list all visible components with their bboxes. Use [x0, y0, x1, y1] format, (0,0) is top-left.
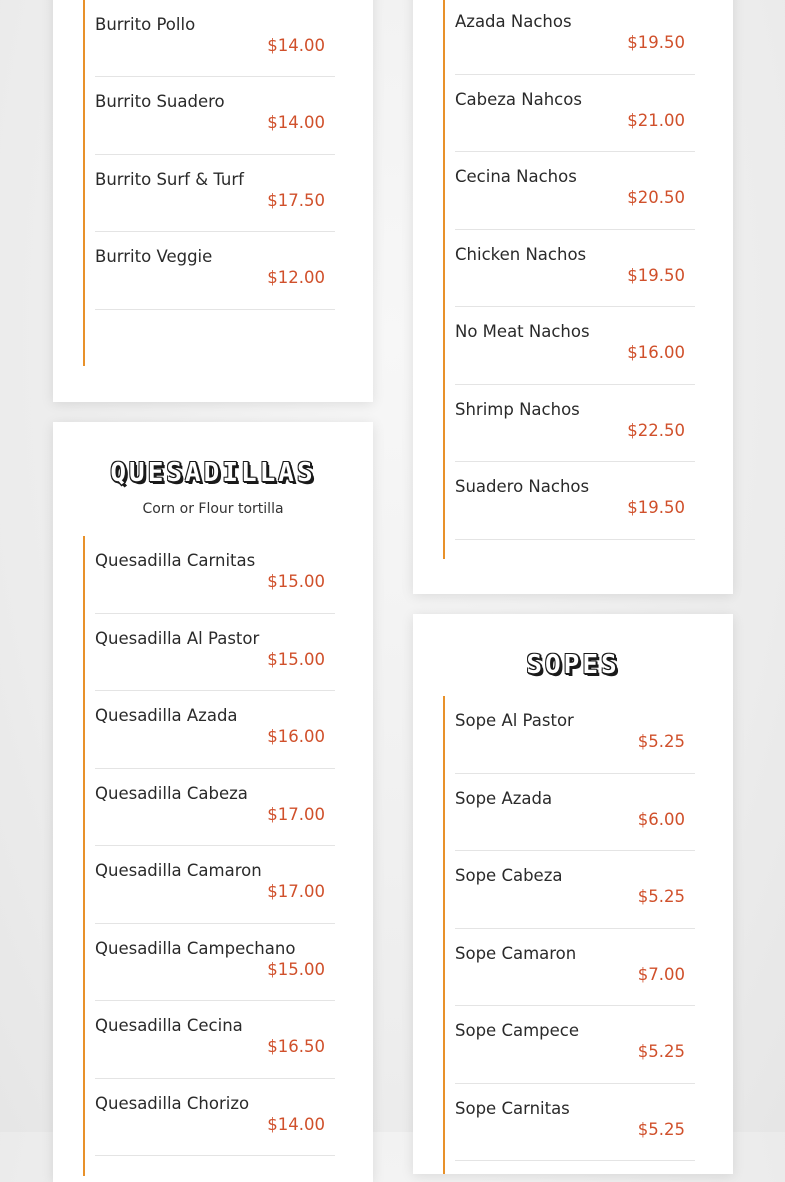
menu-item[interactable] — [455, 696, 695, 774]
menu-item[interactable] — [95, 691, 335, 769]
item-name: Sope Azada — [455, 788, 553, 808]
item-name: Suadero Nachos — [455, 477, 590, 496]
sopes-menu-list — [443, 696, 695, 1174]
item-name: Chicken Nachos — [455, 244, 587, 264]
menu-item[interactable] — [455, 774, 695, 852]
item-name: Burrito Veggie — [95, 247, 213, 266]
item-price: $5.25 — [637, 887, 685, 906]
item-price: $14.00 — [267, 113, 325, 132]
item-name: Azada Nachos — [455, 12, 572, 31]
menu-item[interactable] — [455, 1006, 695, 1084]
menu-item[interactable] — [95, 155, 335, 233]
burritos-card — [53, 0, 373, 402]
menu-item[interactable] — [95, 77, 335, 155]
item-price: $6.00 — [637, 809, 685, 829]
item-name: Quesadilla Azada — [95, 706, 238, 725]
menu-item[interactable] — [95, 232, 335, 310]
item-price: $7.00 — [637, 964, 685, 984]
item-price: $15.00 — [267, 959, 325, 979]
item-price: $21.00 — [627, 110, 685, 130]
burritos-menu-list — [83, 0, 335, 366]
nachos-card — [413, 0, 733, 594]
item-price: $5.25 — [637, 732, 685, 751]
item-price: $15.00 — [267, 649, 325, 669]
item-price: $5.25 — [637, 1042, 685, 1061]
item-name: Quesadilla Cecina — [95, 1016, 243, 1035]
item-name: Sope Al Pastor — [455, 711, 574, 730]
item-price: $16.00 — [627, 343, 685, 362]
item-name: Quesadilla Al Pastor — [95, 628, 260, 648]
menu-item[interactable] — [455, 152, 695, 230]
quesadillas-card — [53, 422, 373, 1182]
menu-item[interactable] — [455, 929, 695, 1007]
item-price: $20.50 — [627, 188, 685, 207]
menu-item[interactable] — [95, 1079, 335, 1157]
item-name: Cabeza Nahcos — [455, 89, 582, 109]
item-name: Sope Carnitas — [455, 1098, 570, 1118]
menu-item[interactable] — [455, 307, 695, 385]
menu-item[interactable] — [95, 0, 335, 77]
item-price: $16.50 — [267, 1037, 325, 1056]
quesadillas-menu-list — [83, 536, 335, 1176]
item-price: $12.00 — [267, 268, 325, 287]
item-name: Shrimp Nachos — [455, 399, 580, 419]
menu-item[interactable] — [455, 1084, 695, 1162]
nachos-menu-list — [443, 0, 695, 559]
item-price: $14.00 — [267, 35, 325, 55]
item-price: $22.50 — [627, 420, 685, 440]
section-title: SOPES — [526, 650, 620, 680]
section-title: QUESADILLAS — [110, 458, 316, 488]
menu-item[interactable] — [95, 1001, 335, 1079]
item-name: No Meat Nachos — [455, 322, 590, 341]
item-name: Burrito Surf & Turf — [95, 169, 244, 189]
item-price: $16.00 — [267, 727, 325, 746]
menu-item[interactable] — [455, 75, 695, 153]
item-name: Burrito Suadero — [95, 92, 225, 111]
item-price: $14.00 — [267, 1114, 325, 1134]
menu-item[interactable] — [95, 536, 335, 614]
item-name: Quesadilla Chorizo — [95, 1093, 250, 1113]
item-name: Quesadilla Campechano — [95, 938, 296, 958]
menu-item[interactable] — [95, 924, 335, 1002]
item-price: $17.00 — [267, 804, 325, 824]
item-price: $19.50 — [627, 265, 685, 285]
menu-item[interactable] — [95, 846, 335, 924]
item-price: $19.50 — [627, 498, 685, 517]
item-name: Sope Cabeza — [455, 866, 563, 885]
menu-item[interactable] — [455, 230, 695, 308]
item-price: $15.00 — [267, 572, 325, 591]
item-price: $19.50 — [627, 33, 685, 52]
menu-item[interactable] — [455, 0, 695, 75]
item-name: Sope Campece — [455, 1021, 579, 1040]
item-price: $5.25 — [637, 1119, 685, 1139]
item-name: Sope Camaron — [455, 943, 577, 963]
item-name: Quesadilla Carnitas — [95, 551, 256, 570]
item-price: $17.50 — [267, 190, 325, 210]
item-price: $17.00 — [267, 882, 325, 901]
item-name: Burrito Pollo — [95, 14, 196, 34]
section-subtitle: Corn or Flour tortilla — [142, 501, 284, 517]
item-name: Quesadilla Camaron — [95, 861, 262, 880]
menu-item[interactable] — [95, 614, 335, 692]
menu-item[interactable] — [455, 385, 695, 463]
menu-item[interactable] — [455, 851, 695, 929]
item-name: Quesadilla Cabeza — [95, 783, 248, 803]
item-name: Cecina Nachos — [455, 167, 577, 186]
sopes-card — [413, 614, 733, 1174]
menu-item[interactable] — [95, 769, 335, 847]
menu-item[interactable] — [455, 462, 695, 540]
